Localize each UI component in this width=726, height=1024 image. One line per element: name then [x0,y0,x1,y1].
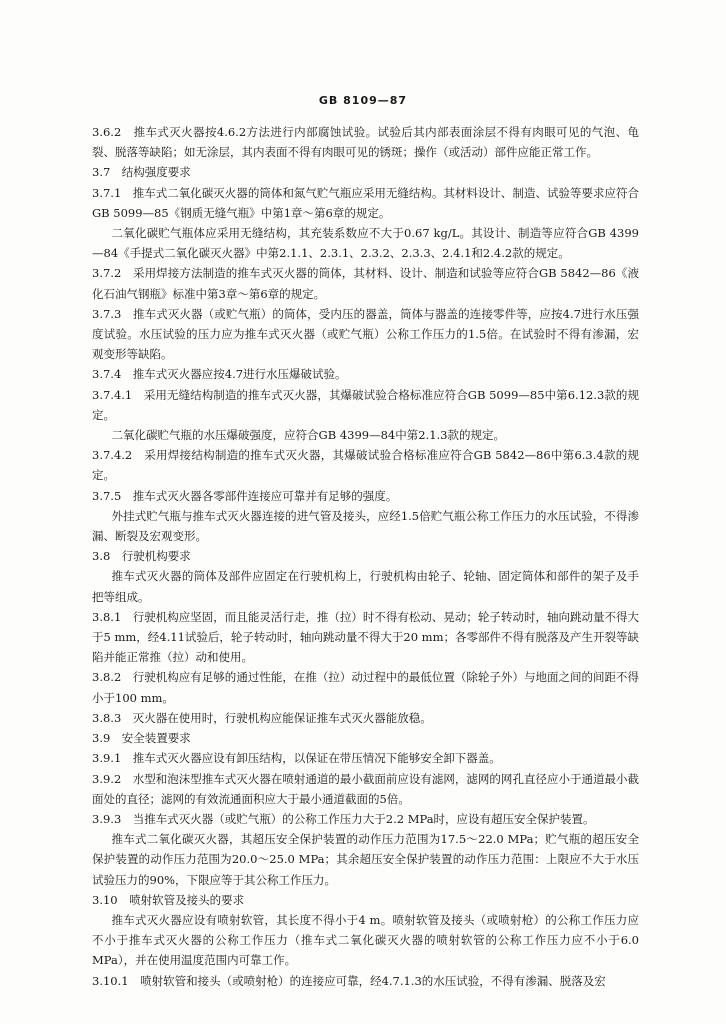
section-heading: 3.8 行驶机构要求 [92,549,191,564]
clause-paragraph: 3.8.1 行驶机构应坚固，而且能灵活行走，推（拉）时不得有松动、晃动；轮子转动时，轴向跳动量不得大于5 mm，经4.11试验后，轮子转动时，轴向跳动量不得大于20 mm；各零部件不得有脱落及产生开裂等缺陷并能正常推（拉）动和使用。 [92,609,639,665]
clause-paragraph: 3.8.2 行驶机构应有足够的通过性能，在推（拉）动过程中的最低位置（除轮子外）与地面之间的间距不得小于100 mm。 [92,670,639,705]
clause-paragraph: 外挂式贮气瓶与推车式灭火器连接的进气管及接头，应经1.5倍贮气瓶公称工作压力的水压试验，不得渗漏、断裂及宏观变形。 [92,508,639,544]
clause-paragraph: 3.7.4 推车式灭火器应按4.7进行水压爆破试验。 [92,367,347,382]
section-heading: 3.7 结构强度要求 [92,165,191,180]
document-body [92,122,639,991]
clause-paragraph: 3.10.1 喷射软管和接头（或喷射枪）的连接应可靠，经4.7.1.3的水压试验，不得有渗漏、脱落及宏 [92,973,606,988]
clause-paragraph: 3.7.5 推车式灭火器各零部件连接应可靠并有足够的强度。 [92,488,398,503]
clause-paragraph: 3.7.2 采用焊接方法制造的推车式灭火器的筒体，其材料、设计、制造和试验等应符合GB 5842—86《液化石油气钢瓶》标准中第3章～第6章的规定。 [92,266,639,301]
clause-paragraph: 推车式二氧化碳灭火器，其超压安全保护装置的动作压力范围为17.5～22.0 MPa；贮气瓶的超压安全保护装置的动作压力范围为20.0～25.0 MPa；其余超压安全保护装置的动作压力范围：上限应不大于水压试验压力的90%，下限应等于其公称工作压力。 [92,832,639,887]
clause-paragraph: 3.7.3 推车式灭火器（或贮气瓶）的筒体，受内压的器盖，筒体与器盖的连接零件等，应按4.7进行水压强度试验。水压试验的压力应为推车式灭火器（或贮气瓶）公称工作压力的1.5倍。在试验时不得有渗漏，宏观变形等缺陷。 [92,306,639,362]
section-heading: 3.10 喷射软管及接头的要求 [92,892,245,907]
clause-paragraph: 二氧化碳贮气瓶的水压爆破强度，应符合GB 4399—84中第2.1.3款的规定。 [111,428,505,443]
section-heading: 3.9 安全装置要求 [92,731,191,746]
page-header-standard-code: GB 8109—87 [318,94,408,107]
clause-paragraph: 3.7.1 推车式二氧化碳灭火器的筒体和氮气贮气瓶应采用无缝结构。其材料设计、制造、试验等要求应符合GB 5099—85《钢质无缝气瓶》中第1章～第6章的规定。 [92,185,639,220]
clause-paragraph: 推车式灭火器应设有喷射软管，其长度不得小于4 m。喷射软管及接头（或喷射枪）的公称工作压力应不小于推车式灭火器的公称工作压力（推车式二氧化碳灭火器的喷射软管的公称工作压力应不小于6.0 MPa），并在使用温度范围内可靠工作。 [92,912,639,968]
clause-paragraph: 3.7.4.2 采用焊接结构制造的推车式灭火器，其爆破试验合格标准应符合GB 5842—86中第6.3.4款的规定。 [92,448,639,483]
clause-paragraph: 二氧化碳贮气瓶体应采用无缝结构，其充装系数应不大于0.67 kg/L。其设计、制造等应符合GB 4399—84《手提式二氧化碳灭火器》中第2.1.1、2.3.1、2.3.2、2.3.3、2.4.1和2.4.2款的规定。 [92,226,639,261]
clause-paragraph: 3.9.1 推车式灭火器应设有卸压结构，以保证在带压情况下能够安全卸下器盖。 [92,751,501,766]
clause-paragraph: 推车式灭火器的筒体及部件应固定在行驶机构上，行驶机构由轮子、轮轴、固定筒体和部件的架子及手把等组成。 [92,569,639,604]
clause-paragraph: 3.9.3 当推车式灭火器（或贮气瓶）的公称工作压力大于2.2 MPa时，应设有超压安全保护装置。 [92,811,595,826]
clause-paragraph: 3.7.4.1 采用无缝结构制造的推车式灭火器，其爆破试验合格标准应符合GB 5099—85中第6.12.3款的规定。 [92,387,639,422]
clause-paragraph: 3.8.3 灭火器在使用时，行驶机构应能保证推车式灭火器能放稳。 [92,710,432,725]
clause-paragraph: 3.6.2 推车式灭火器按4.6.2方法进行内部腐蚀试验。试验后其内部表面涂层不得有肉眼可见的气泡、龟裂、脱落等缺陷；如无涂层，其内表面不得有肉眼可见的锈斑；操作（或活动）部件应能正常工作。 [92,125,639,160]
clause-paragraph: 3.9.2 水型和泡沫型推车式灭火器在喷射通道的最小截面前应设有滤网，滤网的网孔直径应小于通道最小截面处的直径；滤网的有效流通面积应大于最小通道截面的5倍。 [92,771,639,806]
